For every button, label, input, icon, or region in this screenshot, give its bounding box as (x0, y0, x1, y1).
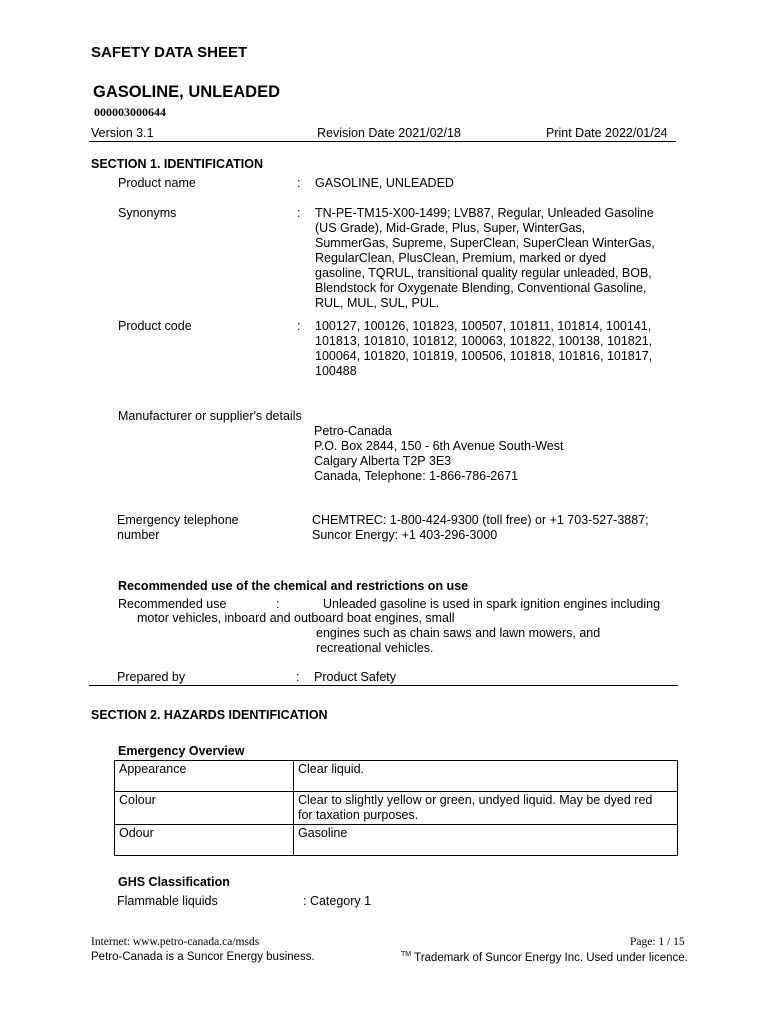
colour-value (294, 792, 678, 825)
emergency-label-line: number (117, 528, 160, 542)
colour-value-line: for taxation purposes. (298, 808, 419, 822)
odour-value (294, 825, 678, 856)
synonyms-line: TN-PE-TM15-X00-1499; LVB87, Regular, Unleaded Gasoline (315, 206, 654, 220)
product-name-sep: : (297, 176, 301, 190)
manufacturer-label: Manufacturer or supplier's details (118, 409, 302, 423)
header-divider (89, 141, 676, 142)
emergency-overview-heading: Emergency Overview (118, 744, 245, 758)
synonyms-value (315, 206, 655, 311)
appearance-value (294, 761, 678, 792)
flammable-liquids-value: : Category 1 (303, 894, 372, 908)
revision-date: Revision Date 2021/02/18 (317, 126, 461, 140)
product-name-label: Product name (118, 176, 196, 190)
section1-heading: SECTION 1. IDENTIFICATION (91, 157, 263, 171)
section1-divider (89, 685, 678, 686)
synonyms-line: SummerGas, Supreme, SuperClean, SuperClean WinterGas, (315, 236, 655, 250)
emergency-label (117, 513, 239, 543)
product-code-line: 100064, 101820, 101819, 100506, 101818, 101816, 101817, (315, 349, 653, 363)
footer-page-number: Page: 1 / 15 (630, 936, 685, 948)
synonyms-line: gasoline, TQRUL, transitional quality regular unleaded, BOB, (315, 266, 652, 280)
table-row (115, 792, 678, 825)
trademark-text: Trademark of Suncor Energy Inc. Used under licence. (411, 951, 688, 964)
product-code-line: 100488 (315, 364, 357, 378)
synonyms-line: (US Grade), Mid-Grade, Plus, Super, WinterGas, (315, 221, 586, 235)
recommended-use-line: engines such as chain saws and lawn mowers, and (316, 626, 601, 640)
product-code-value (315, 319, 652, 379)
appearance-label: Appearance (115, 761, 294, 792)
emergency-overview-table (114, 760, 678, 856)
synonyms-line: RegularClean, PlusClean, Premium, marked or dyed (315, 251, 607, 265)
product-code-line: 100127, 100126, 101823, 100507, 101811, 101814, 100141, (315, 319, 652, 333)
prepared-by-label: Prepared by (117, 670, 186, 684)
synonyms-sep: : (297, 206, 301, 220)
manufacturer-line: P.O. Box 2844, 150 - 6th Avenue South-West (314, 439, 564, 453)
emergency-label-line: Emergency telephone (117, 513, 239, 527)
document-title: SAFETY DATA SHEET (91, 44, 248, 61)
table-row (115, 825, 678, 856)
version: Version 3.1 (91, 126, 154, 140)
synonyms-line: RUL, MUL, SUL, PUL. (315, 296, 440, 310)
recommended-use-label: Recommended use (118, 597, 227, 611)
footer-internet: Internet: www.petro-canada.ca/msds (91, 936, 260, 948)
manufacturer-line: Petro-Canada (314, 424, 392, 438)
ghs-classification-heading: GHS Classification (118, 875, 230, 889)
prepared-by-sep: : (296, 670, 300, 684)
recommended-use-line: motor vehicles, inboard and outboard boat engines, small (137, 611, 455, 625)
trademark-symbol: TM (401, 951, 412, 958)
footer-trademark (401, 951, 688, 964)
emergency-value (312, 513, 649, 543)
footer-business: Petro-Canada is a Suncor Energy business. (91, 951, 315, 963)
recommended-use-heading: Recommended use of the chemical and restrictions on use (118, 579, 469, 593)
product-title: GASOLINE, UNLEADED (93, 83, 281, 101)
colour-value-line: Clear to slightly yellow or green, undyed liquid. May be dyed red (298, 793, 653, 807)
colour-label: Colour (115, 792, 294, 825)
emergency-value-line: Suncor Energy: +1 403-296-3000 (312, 528, 498, 542)
synonyms-label: Synonyms (118, 206, 177, 220)
print-date: Print Date 2022/01/24 (546, 126, 668, 140)
odour-value-line: Gasoline (298, 826, 348, 840)
product-code-label: Product code (118, 319, 192, 333)
table-row (115, 761, 678, 792)
manufacturer-line: Calgary Alberta T2P 3E3 (314, 454, 452, 468)
product-number: 000003000644 (94, 105, 166, 119)
manufacturer-line: Canada, Telephone: 1-866-786-2671 (314, 469, 519, 483)
emergency-value-line: CHEMTREC: 1-800-424-9300 (toll free) or +1 703-527-3887; (312, 513, 649, 527)
product-code-line: 101813, 101810, 101812, 100063, 101822, 100138, 101821, (315, 334, 653, 348)
product-code-sep: : (297, 319, 301, 333)
recommended-use-line: Unleaded gasoline is used in spark ignition engines including (323, 597, 661, 611)
prepared-by-value: Product Safety (314, 670, 396, 684)
recommended-use-sep: : (276, 597, 280, 611)
appearance-value-line: Clear liquid. (298, 762, 365, 776)
manufacturer-details (314, 424, 563, 484)
flammable-liquids-label: Flammable liquids (117, 894, 218, 908)
section2-heading: SECTION 2. HAZARDS IDENTIFICATION (91, 708, 328, 722)
product-name-value: GASOLINE, UNLEADED (315, 176, 454, 190)
synonyms-line: Blendstock for Oxygenate Blending, Conventional Gasoline, (315, 281, 647, 295)
recommended-use-line: recreational vehicles. (316, 641, 434, 655)
odour-label: Odour (115, 825, 294, 856)
